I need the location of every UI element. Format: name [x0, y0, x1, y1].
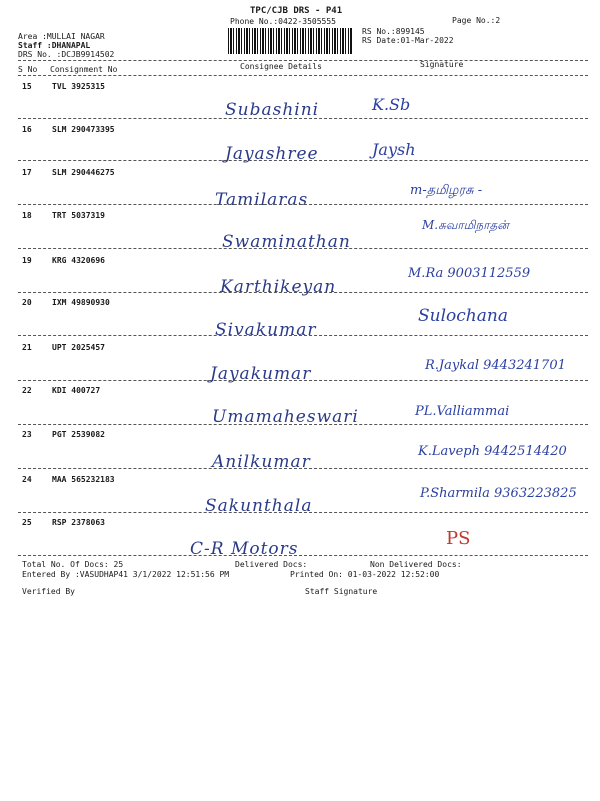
consignee-name: Anilkumar — [212, 452, 311, 472]
recipient-signature: P.Sharmila 9363223825 — [420, 486, 577, 501]
consignment-number: KDI 400727 — [52, 386, 101, 395]
rs-number: RS No.:899145 — [362, 27, 425, 36]
row-number: 21 — [22, 343, 32, 352]
row-divider — [18, 204, 588, 205]
row-divider — [18, 555, 588, 556]
consignment-number: RSP 2378063 — [52, 518, 105, 527]
consignment-number: SLM 290446275 — [52, 168, 115, 177]
consignee-name: Swaminathan — [222, 232, 351, 252]
column-divider — [18, 75, 588, 76]
recipient-signature: K.Sb — [372, 95, 411, 114]
document-title: TPC/CJB DRS - P41 — [250, 6, 343, 16]
drs-number: DRS No. :DCJB9914502 — [18, 50, 115, 59]
row-number: 23 — [22, 430, 32, 439]
row-divider — [18, 512, 588, 513]
header-divider — [18, 60, 588, 61]
recipient-signature: R.Jaykal 9443241701 — [425, 358, 566, 373]
staff-signature: Staff Signature — [305, 587, 378, 596]
consignment-number: TVL 3925315 — [52, 82, 105, 91]
row-number: 25 — [22, 518, 32, 527]
recipient-signature: PL.Valliammai — [415, 404, 510, 419]
consignment-number: UPT 2025457 — [52, 343, 105, 352]
consignment-number: IXM 49890930 — [52, 298, 110, 307]
consignment-number: PGT 2539082 — [52, 430, 105, 439]
column-consignment: Consignment No — [50, 65, 118, 74]
row-number: 20 — [22, 298, 32, 307]
column-consignee: Consignee Details — [240, 62, 322, 71]
row-number: 18 — [22, 211, 32, 220]
row-divider — [18, 424, 588, 425]
recipient-signature: m-தமிழரசு - — [410, 183, 483, 198]
recipient-signature: PS — [446, 528, 471, 549]
consignee-name: Sakunthala — [205, 496, 313, 516]
row-divider — [18, 160, 588, 161]
row-divider — [18, 380, 588, 381]
consignment-number: SLM 290473395 — [52, 125, 115, 134]
non-delivered-docs: Non Delivered Docs: — [370, 560, 462, 569]
phone-number: Phone No.:0422-3505555 — [230, 17, 336, 26]
area-label: Area :MULLAI NAGAR — [18, 32, 105, 41]
row-divider — [18, 468, 588, 469]
consignee-name: Jayakumar — [210, 364, 312, 384]
recipient-signature: Jaysh — [372, 140, 416, 159]
consignment-number: TRT 5037319 — [52, 211, 105, 220]
total-docs: Total No. Of Docs: 25 — [22, 560, 124, 569]
column-signature: Signature — [420, 60, 464, 69]
row-number: 15 — [22, 82, 32, 91]
recipient-signature: Sulochana — [418, 306, 508, 326]
delivered-docs: Delivered Docs: — [235, 560, 308, 569]
consignee-name: Subashini — [225, 100, 320, 120]
row-divider — [18, 335, 588, 336]
consignee-name: Karthikeyan — [220, 277, 337, 297]
rs-date: RS Date:01-Mar-2022 — [362, 36, 454, 45]
row-number: 24 — [22, 475, 32, 484]
row-divider — [18, 118, 588, 119]
page-number: Page No.:2 — [452, 16, 501, 25]
consignee-name: Tamilaras — [215, 190, 309, 210]
staff-label: Staff :DHANAPAL — [18, 41, 91, 50]
recipient-signature: M.Ra 9003112559 — [408, 266, 531, 281]
verified-by: Verified By — [22, 587, 75, 596]
consignment-number: MAA 565232183 — [52, 475, 115, 484]
recipient-signature: K.Laveph 9442514420 — [418, 444, 567, 459]
row-number: 19 — [22, 256, 32, 265]
row-number: 22 — [22, 386, 32, 395]
row-divider — [18, 248, 588, 249]
consignee-name: Umamaheswari — [212, 407, 359, 427]
consignment-number: KRG 4320696 — [52, 256, 105, 265]
entered-by: Entered By :VASUDHAP41 3/1/2022 12:51:56 PM — [22, 570, 230, 579]
recipient-signature: M.சுவாமிநாதன் — [422, 218, 509, 232]
consignee-name: C-R Motors — [190, 539, 299, 559]
column-sno: S No — [18, 65, 38, 74]
consignee-name: Jayashree — [225, 144, 319, 164]
barcode — [228, 28, 352, 54]
consignee-name: Sivakumar — [215, 320, 317, 340]
row-number: 16 — [22, 125, 32, 134]
row-divider — [18, 292, 588, 293]
printed-on: Printed On: 01-03-2022 12:52:00 — [290, 570, 440, 579]
row-number: 17 — [22, 168, 32, 177]
